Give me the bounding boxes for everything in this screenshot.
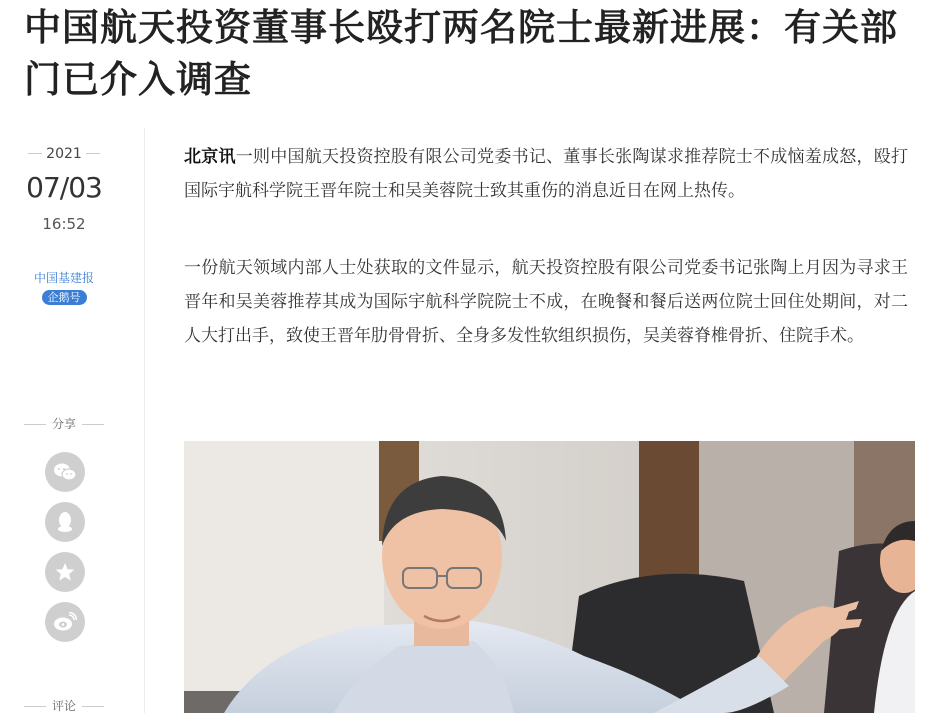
photo-illustration <box>184 441 915 713</box>
paragraph-text: 一则中国航天投资控股有限公司党委书记、董事长张陶谋求推荐院士不成恼羞成怒，殴打国际宇航科学院王晋年院士和吴美蓉院士致其重伤的消息近日在网上热传。 <box>184 147 909 201</box>
weibo-icon <box>53 612 77 632</box>
share-label: 分享 <box>24 415 104 433</box>
share-qq-button[interactable] <box>45 502 85 542</box>
article-photo <box>184 441 915 713</box>
comment-label[interactable]: 评论 <box>24 697 104 713</box>
article-title: 中国航天投资董事长殴打两名院士最新进展：有关部门已介入调查 <box>24 6 898 101</box>
favorite-icon <box>54 561 76 583</box>
share-section <box>24 415 104 433</box>
wechat-icon <box>53 462 77 482</box>
divider <box>144 128 145 713</box>
date-year: 2021 <box>46 146 82 162</box>
article-meta <box>24 140 104 305</box>
share-weibo-button[interactable] <box>45 602 85 642</box>
qq-icon <box>55 511 75 533</box>
source-name[interactable]: 中国基建报 <box>33 271 94 285</box>
date-month-day: 07/03 <box>26 171 102 204</box>
source-badge[interactable]: 企鹅号 <box>42 290 87 305</box>
paragraph-2 <box>184 251 908 353</box>
comment-section <box>24 697 104 713</box>
paragraph-1 <box>184 140 908 208</box>
paragraph-text: 一份航天领域内部人士处获取的文件显示，航天投资控股有限公司党委书记张陶上月因为寻求王晋年和吴美蓉推荐其成为国际宇航科学院院士不成，在晚餐和餐后送两位院士回住处期间，对二人大打出手，致使王晋年肋骨骨折、全身多发性软组织损伤，吴美蓉脊椎骨折、住院手术。 <box>184 258 908 346</box>
share-favorite-button[interactable] <box>45 552 85 592</box>
date-time: 16:52 <box>42 215 86 233</box>
article-body <box>184 140 908 353</box>
share-wechat-button[interactable] <box>45 452 85 492</box>
date-year-row <box>24 140 104 168</box>
paragraph-lead: 北京讯 <box>184 147 236 167</box>
